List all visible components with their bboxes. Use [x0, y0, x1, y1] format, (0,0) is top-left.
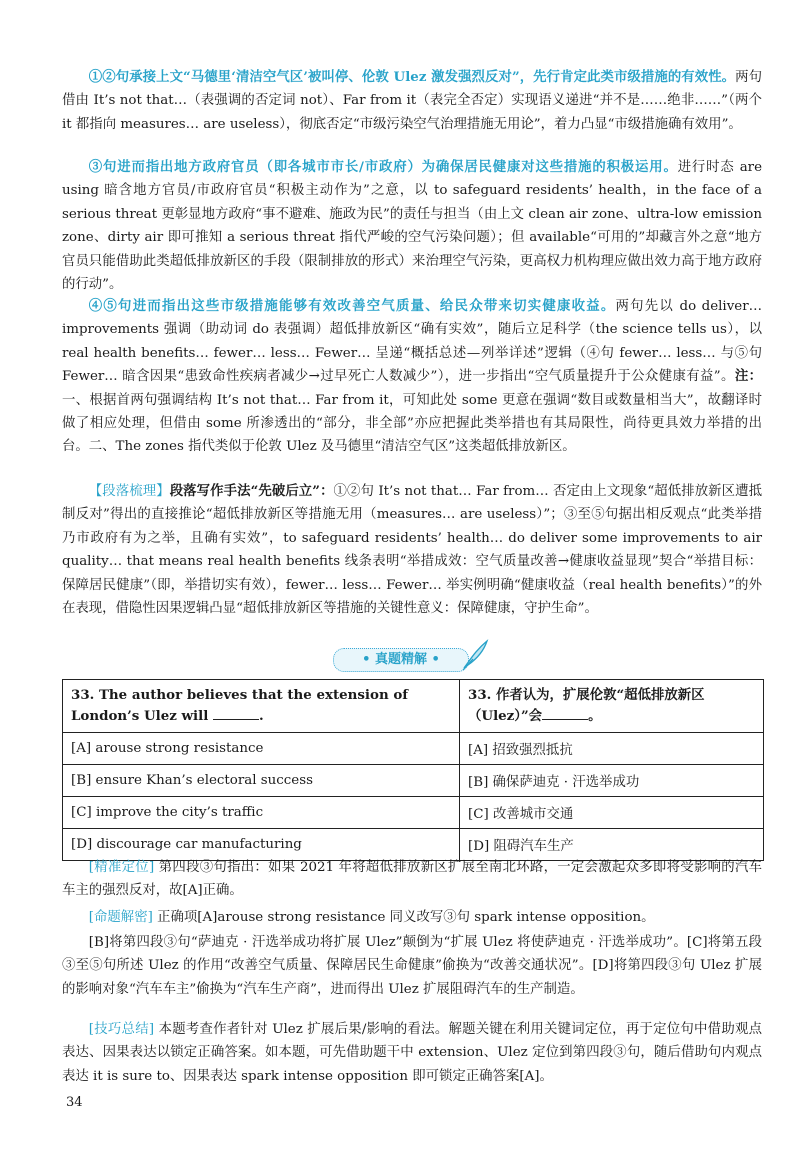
summary-text: ①②句 It’s not that… Far from… 否定由上文现象“超低排放新区遭抵制反对”得出的直接推论“超低排放新区等措施无用（measures… are useless）”；③至⑤句据出相反观点“此类举措乃市政府有为之举，且确有实效”，to safeguard residents’ health… do deliver some improvements to air quality… that means real health benefits 线条表明“举措成效：空气质量改善→健康收益显现”契合“举措目标：保障居民健康”（即，举措切实有效），fewer… less… Fewer… 举实例明确“健康收益（real health benefits）”的外在表现，借隐性因果逻辑凸显“超低排放新区等措施的关键性意义：保障健康，守护生命”。 [62, 484, 762, 617]
option-cn: [A] 招致强烈抵抗 [460, 733, 764, 765]
explanation-skill [62, 1018, 762, 1088]
summary-method: 段落写作手法“先破后立”： [169, 483, 334, 499]
analysis-text: 两句借由 It’s not that…（表强调的否定词 not）、Far from it（表完全否定）实现语义递进“并不是……绝非……”（两个 it 都指向 measures… are useless），彻底否定“市级污染空气治理措施无用论”，着力凸显“市级措施确有效用”。 [62, 70, 763, 132]
analysis-paragraph-3 [62, 295, 762, 459]
analysis-highlight: ④⑤句进而指出这些市级措施能够有效改善空气质量、给民众带来切实健康收益。 [88, 298, 616, 314]
locate-tag: [精准定位] [88, 860, 155, 875]
option-cn: [C] 改善城市交通 [460, 797, 764, 829]
analysis-highlight: ①②句承接上文“马德里‘清洁空气区’被叫停、伦敦 Ulez 激发强烈反对”，先行肯定此类市级措施的有效性。 [88, 69, 736, 85]
option-en: [C] improve the city’s traffic [63, 797, 460, 829]
question-stem-en: 33. The author believes that the extension of London’s Ulez will . [63, 680, 460, 733]
analysis-text: 进行时态 are using 暗含地方官员/市政府官员“积极主动作为”之意，以 to safeguard residents’ health，in the face of a serious threat 更彰显地方政府“事不避难、施政为民”的责任与担当（由上文 clean air zone、ultra-low emission zone、dirty air 即可推知 a serious threat 指代严峻的空气污染问题）；但 available“可用的”却藏言外之意“地方官员只能借助此类超低排放新区的手段（限制排放的形式）来治理空气污染，更高权力机构理应做出效力高于地方政府的行动”。 [62, 160, 762, 293]
analysis-text: 两句先以 do deliver… improvements 强调（助动词 do 表强调）超低排放新区“确有实效”，随后立足科学（the science tells us），以 real health benefits… fewer… less… Fewer… 呈递“概括总述—列举详述”逻辑（④句 fewer… less… 与⑤句 Fewer… 暗含因果“患致命性疾病者减少→过早死亡人数减少”），进一步指出“空气质量提升于公众健康有益”。 [62, 299, 762, 385]
question-stem-row [63, 680, 764, 733]
analysis-paragraph-2 [62, 156, 762, 296]
question-table [62, 679, 764, 861]
decode-tag: [命题解密] [88, 910, 153, 925]
skill-tag: [技巧总结] [88, 1022, 155, 1037]
option-en: [A] arouse strong resistance [63, 733, 460, 765]
answer-blank [213, 707, 259, 720]
analysis-text: 一、根据首两句强调结构 It’s not that… Far from it，可知此处 some 更意在强调“数目或数量相当大”，故翻译时做了相应处理，但借由 some 所渗透出的“部分，非全部”亦应把握此类举措也有其局限性，尚待更具效力举措的出台。二、The zones 指代类似于伦敦 Ulez 及马德里“清洁空气区”这类超低排放新区。 [62, 392, 762, 455]
note-label: 注： [734, 368, 762, 385]
quill-icon [460, 638, 490, 672]
explanation-decode-2 [62, 931, 762, 1001]
summary-tag: 【段落梳理】 [88, 484, 170, 499]
analysis-highlight: ③句进而指出地方政府官员（即各城市市长/市政府）为确保居民健康对这些措施的积极运用。 [88, 159, 678, 175]
option-row [63, 765, 764, 797]
decode-text: 正确项[A]arouse strong resistance 同义改写③句 spark intense opposition。 [157, 910, 655, 925]
question-stem-cn: 33. 作者认为，扩展伦敦“超低排放新区（Ulez）”会 。 [460, 680, 764, 733]
explanation-decode [62, 906, 762, 929]
decode-text-2: [B]将第四段③句“萨迪克 · 汗选举成功将扩展 Ulez”颠倒为“扩展 Ulez 将使萨迪克 · 汗选举成功”。[C]将第五段③至⑤句所述 Ulez 的作用“改善空气质量、保障居民生命健康”偷换为“改善交通状况”。[D]将第四段③句 Ulez 扩展的影响对象“汽车车主”偷换为“汽车生产商”，进而得出 Ulez 扩展阻碍汽车的生产制造。 [62, 935, 762, 997]
section-banner: • 真题精解 • [333, 648, 469, 672]
explanation-locate [62, 856, 762, 903]
paragraph-summary [62, 480, 762, 620]
option-row [63, 733, 764, 765]
option-cn: [B] 确保萨迪克 · 汗选举成功 [460, 765, 764, 797]
option-cn: [D] 阻碍汽车生产 [460, 829, 764, 861]
option-row [63, 797, 764, 829]
answer-blank [542, 707, 588, 720]
locate-text: 第四段③句指出：如果 2021 年将超低排放新区扩展至南北环路，一定会激起众多即将受影响的汽车车主的强烈反对，故[A]正确。 [62, 860, 763, 899]
page-number: 34 [66, 1095, 83, 1110]
analysis-paragraph-1 [62, 66, 762, 136]
option-en: [D] discourage car manufacturing [63, 829, 460, 861]
option-en: [B] ensure Khan’s electoral success [63, 765, 460, 797]
skill-text: 本题考查作者针对 Ulez 扩展后果/影响的看法。解题关键在利用关键词定位，再于定位句中借助观点表达、因果表达以锁定正确答案。如本题，可先借助题干中 extension、Ulez 定位到第四段③句，随后借助句内观点表达 it is sure to、因果表达 spark intense opposition 即可锁定正确答案[A]。 [62, 1022, 762, 1084]
